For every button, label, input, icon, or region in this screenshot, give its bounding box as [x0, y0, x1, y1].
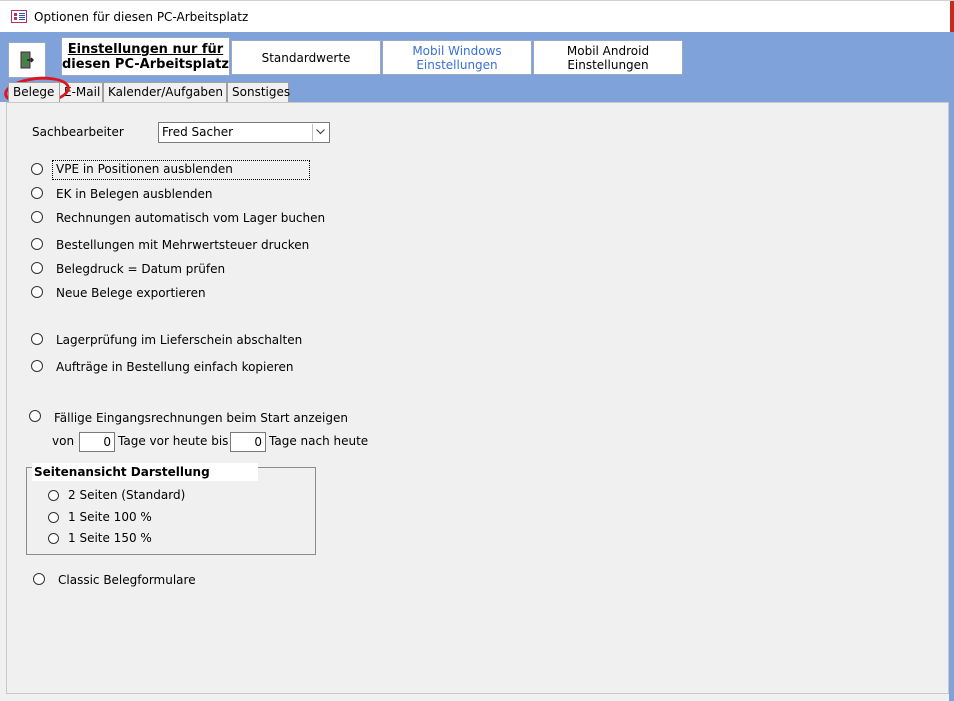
exit-button[interactable]: [8, 42, 46, 78]
header-button-line1: Mobil Android: [566, 43, 650, 58]
exit-door-icon: [20, 51, 34, 69]
option-radio-classic[interactable]: [33, 573, 45, 585]
title-bar: [0, 0, 954, 32]
option-label-lagerpruefung: Lagerprüfung im Lieferschein abschalten: [56, 333, 303, 347]
option-radio-lagerpruefung[interactable]: [31, 333, 43, 345]
option-label-belegdruck: Belegdruck = Datum prüfen: [56, 262, 226, 276]
option-radio-faellige[interactable]: [29, 410, 41, 422]
option-radio-ek[interactable]: [31, 187, 43, 199]
sachbearbeiter-value: Fred Sacher: [162, 125, 234, 139]
option-label-bestellungen: Bestellungen mit Mehrwertsteuer drucken: [56, 238, 310, 252]
window-title: Optionen für diesen PC-Arbeitsplatz: [34, 10, 249, 24]
option-label-rechnungen: Rechnungen automatisch vom Lager buchen: [56, 211, 326, 225]
seitenansicht-title: Seitenansicht Darstellung: [32, 463, 258, 481]
seitenansicht-radio-2-seiten[interactable]: [48, 490, 59, 501]
tab-kalender[interactable]: Kalender/Aufgaben: [103, 82, 227, 102]
header-button-pc-settings[interactable]: [61, 37, 230, 76]
option-label-ek: EK in Belegen ausblenden: [56, 187, 213, 201]
combo-dropdown-button[interactable]: [312, 124, 328, 141]
option-radio-bestellungen[interactable]: [31, 238, 43, 250]
tab-belege[interactable]: Belege: [8, 82, 60, 102]
seitenansicht-label-100: 1 Seite 100 %: [68, 510, 152, 524]
header-button-line2: Einstellungen: [567, 57, 649, 72]
option-radio-export[interactable]: [31, 286, 43, 298]
option-label-classic: Classic Belegformulare: [58, 573, 196, 587]
von-label: von: [52, 434, 75, 448]
option-radio-belegdruck[interactable]: [31, 262, 43, 274]
sachbearbeiter-label: Sachbearbeiter: [32, 125, 124, 139]
header-button-defaults[interactable]: [231, 40, 381, 75]
seitenansicht-radio-100[interactable]: [48, 512, 59, 523]
seitenansicht-label-2-seiten: 2 Seiten (Standard): [68, 488, 186, 502]
title-accent: [950, 1, 954, 33]
option-label-export: Neue Belege exportieren: [56, 286, 206, 300]
right-edge: [949, 102, 954, 701]
days-before-input[interactable]: 0: [79, 432, 115, 452]
header-button-line1: Standardwerte: [261, 50, 351, 65]
header-button-line2: Einstellungen: [416, 57, 498, 72]
header-button-line2: diesen PC-Arbeitsplatz: [62, 56, 229, 72]
sachbearbeiter-combobox[interactable]: [158, 122, 330, 143]
option-label-faellige: Fällige Eingangsrechnungen beim Start anzeigen: [54, 411, 348, 425]
header-button-line1: Mobil Windows: [412, 43, 502, 58]
days-after-input[interactable]: 0: [230, 432, 266, 452]
seitenansicht-label-150: 1 Seite 150 %: [68, 531, 152, 545]
header-button-mobile-android[interactable]: [533, 40, 683, 75]
option-label-auftraege: Aufträge in Bestellung einfach kopieren: [56, 360, 294, 374]
option-label-vpe: VPE in Positionen ausblenden: [56, 162, 233, 176]
tage-vor-label: Tage vor heute bis: [118, 434, 229, 448]
header-button-line1: Einstellungen nur für: [67, 41, 224, 57]
tab-email[interactable]: E-Mail: [59, 82, 103, 102]
option-radio-auftraege[interactable]: [31, 360, 43, 372]
option-radio-vpe[interactable]: [31, 163, 43, 175]
chevron-down-icon: [316, 129, 325, 135]
tab-sonstiges[interactable]: Sonstiges: [227, 82, 289, 102]
form-icon: [11, 10, 27, 23]
seitenansicht-radio-150[interactable]: [48, 533, 59, 544]
header-button-mobile-windows[interactable]: [382, 40, 532, 75]
option-radio-rechnungen[interactable]: [31, 211, 43, 223]
tage-nach-label: Tage nach heute: [269, 434, 369, 448]
